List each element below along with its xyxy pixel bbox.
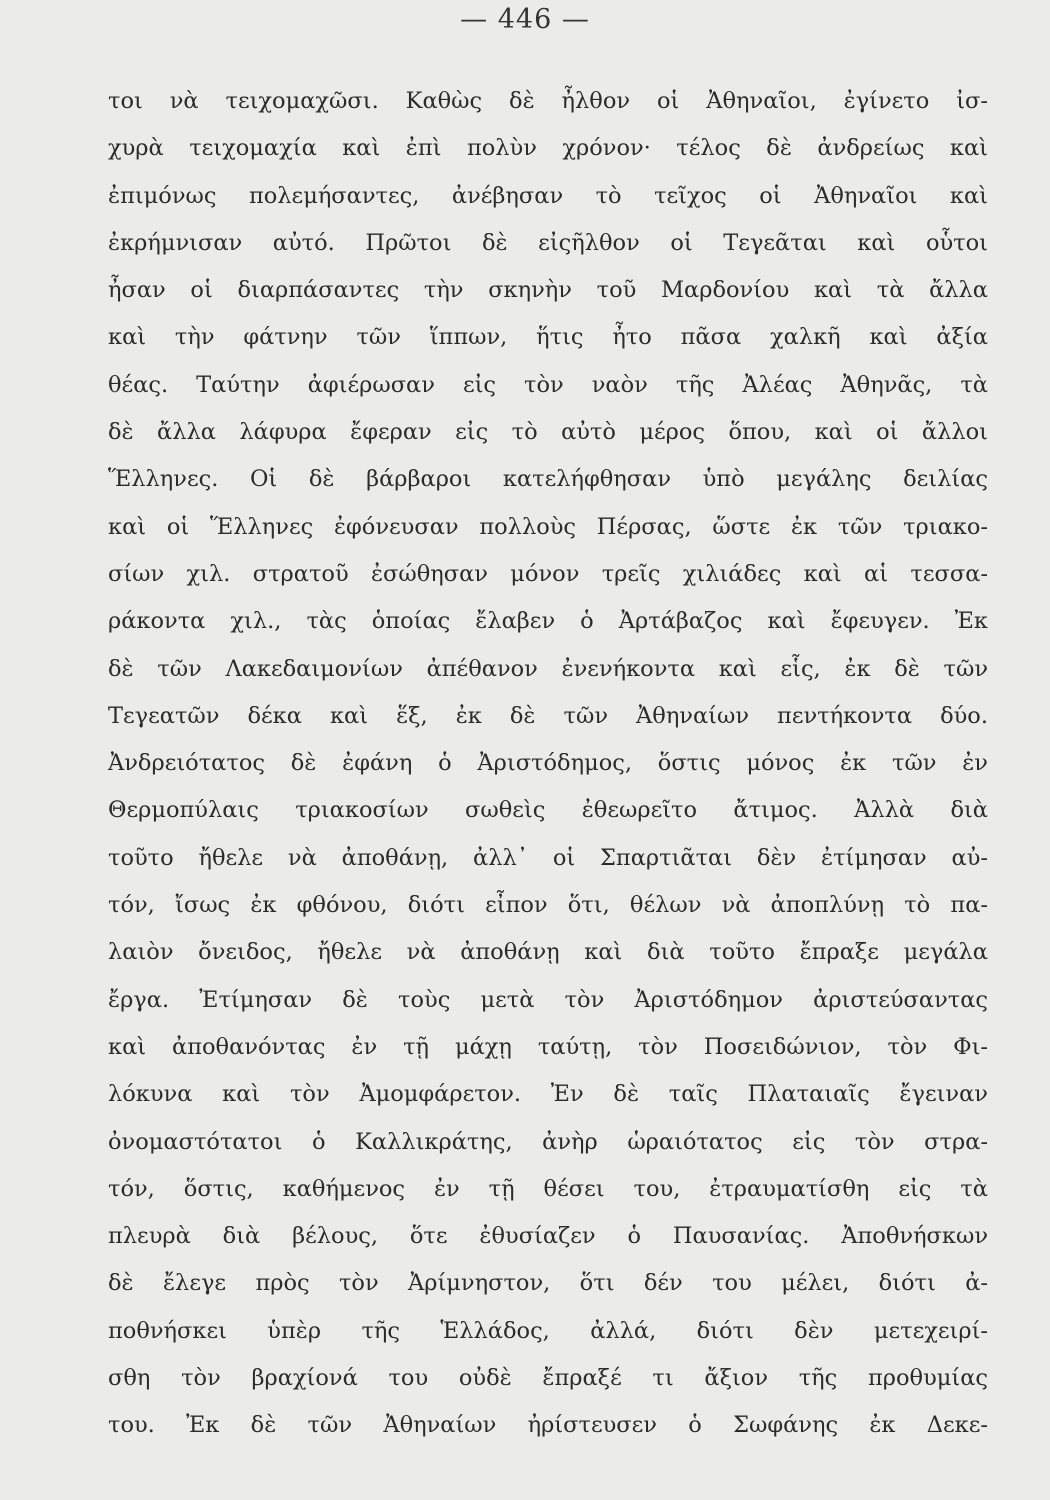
text-line: δὲ ἄλλα λάφυρα ἔφεραν εἰς τὸ αὐτὸ μέρος ὅπου, καὶ οἱ ἄλλοι — [108, 419, 988, 446]
text-line: τόν, ἴσως ἐκ φθόνου, διότι εἶπον ὅτι, θέλων νὰ ἀποπλύνῃ τὸ πα- — [108, 892, 988, 919]
text-line: ράκοντα χιλ., τὰς ὁποίας ἔλαβεν ὁ Ἀρτάβαζος καὶ ἔφευγεν. Ἐκ — [108, 608, 988, 635]
text-line: ἐπιμόνως πολεμήσαντες, ἀνέβησαν τὸ τεῖχος οἱ Ἀθηναῖοι καὶ — [108, 182, 988, 209]
text-line: του. Ἐκ δὲ τῶν Ἀθηναίων ἠρίστευσεν ὁ Σωφάνης ἐκ Δεκε- — [108, 1412, 988, 1439]
text-line: θέας. Ταύτην ἀφιέρωσαν εἰς τὸν ναὸν τῆς Ἀλέας Ἀθηνᾶς, τὰ — [108, 371, 988, 398]
text-line: σθη τὸν βραχίονά του οὐδὲ ἔπραξέ τι ἄξιον τῆς προθυμίας — [108, 1365, 988, 1392]
text-line: χυρὰ τειχομαχία καὶ ἐπὶ πολὺν χρόνον· τέλος δὲ ἀνδρείως καὶ — [108, 135, 988, 162]
text-line: ὀνομαστότατοι ὁ Καλλικράτης, ἀνὴρ ὡραιότατος εἰς τὸν στρα- — [108, 1128, 988, 1155]
text-line: σίων χιλ. στρατοῦ ἐσώθησαν μόνον τρεῖς χιλιάδες καὶ αἱ τεσσα- — [108, 560, 988, 587]
page-number: — 446 — — [460, 4, 590, 35]
text-line: δὲ ἔλεγε πρὸς τὸν Ἀρίμνηστον, ὅτι δέν του μέλει, διότι ἀ- — [108, 1270, 988, 1297]
text-line: πλευρὰ διὰ βέλους, ὅτε ἐθυσίαζεν ὁ Παυσανίας. Ἀποθνήσκων — [108, 1223, 988, 1250]
text-line: καὶ ἀποθανόντας ἐν τῇ μάχῃ ταύτῃ, τὸν Ποσειδώνιον, τὸν Φι- — [108, 1033, 988, 1060]
text-line: καὶ οἱ Ἕλληνες ἐφόνευσαν πολλοὺς Πέρσας, ὥστε ἐκ τῶν τριακο- — [108, 513, 988, 540]
text-line: τοι νὰ τειχομαχῶσι. Καθὼς δὲ ἦλθον οἱ Ἀθηναῖοι, ἐγίνετο ἰσ- — [108, 88, 988, 114]
text-line: ἔργα. Ἐτίμησαν δὲ τοὺς μετὰ τὸν Ἀριστόδημον ἀριστεύσαντας — [108, 986, 988, 1013]
text-line: τόν, ὅστις, καθήμενος ἐν τῇ θέσει του, ἐτραυματίσθη εἰς τὰ — [108, 1175, 988, 1202]
text-line: καὶ τὴν φάτνην τῶν ἵππων, ἥτις ἦτο πᾶσα χαλκῆ καὶ ἀξία — [108, 324, 988, 351]
text-line: δὲ τῶν Λακεδαιμονίων ἀπέθανον ἐνενήκοντα καὶ εἷς, ἐκ δὲ τῶν — [108, 655, 988, 682]
text-line: λόκυνα καὶ τὸν Ἀμομφάρετον. Ἐν δὲ ταῖς Πλαταιαῖς ἔγειναν — [108, 1081, 988, 1108]
text-line: ἐκρήμνισαν αὐτό. Πρῶτοι δὲ εἰςῆλθον οἱ Τεγεᾶται καὶ οὗτοι — [108, 229, 988, 256]
body-text — [108, 78, 988, 1450]
text-line: ἦσαν οἱ διαρπάσαντες τὴν σκηνὴν τοῦ Μαρδονίου καὶ τὰ ἄλλα — [108, 277, 988, 304]
text-line: Ἀνδρειότατος δὲ ἐφάνη ὁ Ἀριστόδημος, ὅστις μόνος ἐκ τῶν ἐν — [108, 750, 988, 777]
text-line: ποθνήσκει ὑπὲρ τῆς Ἑλλάδος, ἀλλά, διότι δὲν μετεχειρί- — [108, 1317, 988, 1344]
text-line: Ἕλληνες. Οἱ δὲ βάρβαροι κατελήφθησαν ὑπὸ μεγάλης δειλίας — [108, 466, 988, 493]
text-line: τοῦτο ἤθελε νὰ ἀποθάνῃ, ἀλλ᾽ οἱ Σπαρτιᾶται δὲν ἐτίμησαν αὐ- — [108, 844, 988, 871]
text-line: Θερμοπύλαις τριακοσίων σωθεὶς ἐθεωρεῖτο ἄτιμος. Ἀλλὰ διὰ — [108, 797, 988, 824]
text-line: λαιὸν ὄνειδος, ἤθελε νὰ ἀποθάνῃ καὶ διὰ τοῦτο ἔπραξε μεγάλα — [108, 939, 988, 966]
text-line: Τεγεατῶν δέκα καὶ ἕξ, ἐκ δὲ τῶν Ἀθηναίων πεντήκοντα δύο. — [108, 702, 988, 729]
